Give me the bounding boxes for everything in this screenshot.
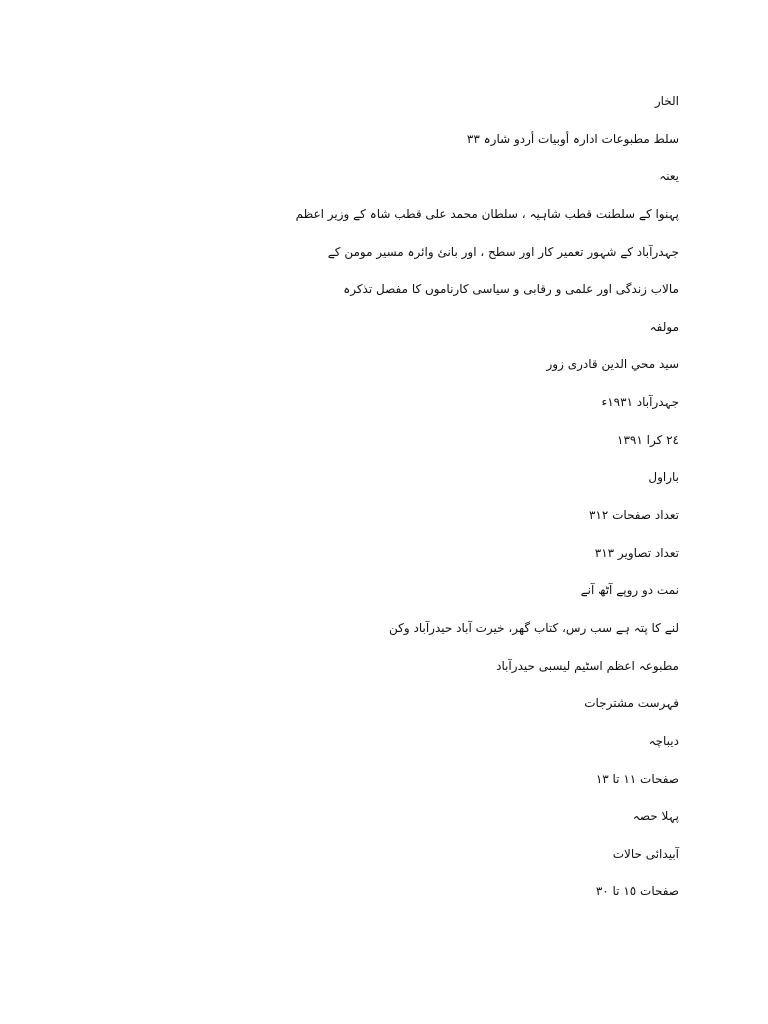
text-line-page-count: تعداد صفحات ٣١٢ [588, 508, 679, 523]
text-line-date: ٢٤ کرا ١٣٩١ [617, 432, 679, 447]
text-line-price: نمت دو روپے آٹھ آنے [580, 583, 679, 598]
text-line-edition: باراول [648, 470, 679, 485]
text-line-contents-heading: فہرست مشترجات [584, 696, 679, 711]
text-line: يعنہ [659, 169, 679, 184]
text-line-series: سلط مطبوعات ادارہ أوبيات أردو شارہ ٣٣ [466, 131, 679, 146]
text-line: مالاب زندگی اور علمی و رقابی و سياسی کارناموں کا مفصل تذکرہ [343, 282, 679, 297]
text-line-pages: صفحات ١١ تا ١٣ [595, 771, 679, 786]
text-line: پہنوا کے سلطنت قطب شاہيہ ، سلطان محمد علی قطب شاہ کے وزير اعظم [295, 206, 679, 221]
text-line: جہدرآباد کے شہور تعمير کار اور سطح ، اور بانئ وائرہ مسير مومن کے [327, 244, 679, 259]
text-line-title: الخار [654, 94, 679, 108]
text-line-place-date: جہدرآباد ١٩٣١ء [601, 395, 679, 410]
text-line-preface: ديباچہ [648, 733, 679, 748]
text-line-printer: مطبوعہ اعظم اسٹيم ليسبی حيدرآباد [496, 658, 679, 673]
text-line-section: آبيدائی حالات [612, 846, 679, 861]
text-line-part-one: پہلا حصہ [632, 809, 679, 824]
text-line-image-count: تعداد تصاوير ٣١٣ [594, 545, 679, 560]
text-line-author: سيد محي الدين قادری زور [546, 357, 679, 372]
text-line-author-label: مولفہ [649, 319, 679, 334]
text-line-address: لنے کا پتہ ہے سب رس، کتاب گھر، خيرت آباد حيدرآباد وکن [389, 620, 679, 635]
text-line-pages: صفحات ١٥ تا ٣٠ [595, 884, 679, 899]
document-body [79, 88, 679, 916]
